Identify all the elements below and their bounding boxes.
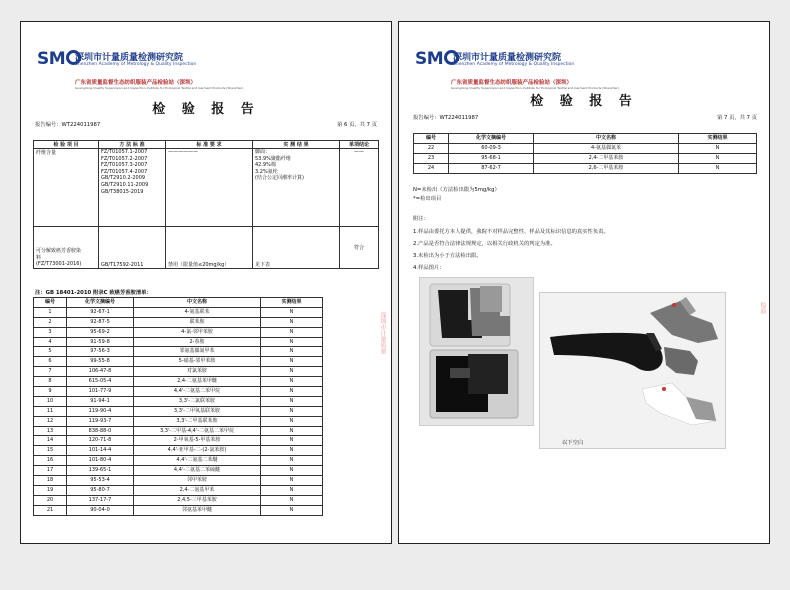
report-page-7	[398, 21, 770, 544]
result: N	[261, 307, 323, 317]
chemical-name: 4,4'-二氨基二苯甲烷	[134, 387, 261, 397]
table-row	[34, 456, 323, 466]
cas-number: 615-05-4	[67, 377, 134, 387]
smq-logo: SM 深圳市计量质量检测研究院 Shenzhen Academy of Metrology & Quality Inspection	[37, 49, 197, 69]
cas-number: 95-68-1	[449, 154, 534, 164]
chemical-name: 邻甲苯胺	[134, 476, 261, 486]
chemical-name: 4-氨基偶氮苯	[534, 144, 679, 154]
chemical-name: 联苯胺	[134, 317, 261, 327]
cas-number: 97-56-3	[67, 347, 134, 357]
row-number: 8	[34, 377, 67, 387]
chemical-name: 邻氨基偶氮甲苯	[134, 347, 261, 357]
row-number: 13	[34, 426, 67, 436]
chemical-name: 3,3'-二甲基联苯胺	[134, 416, 261, 426]
result: N	[261, 446, 323, 456]
result: N	[261, 476, 323, 486]
row-number: 24	[414, 164, 449, 174]
row-number: 22	[414, 144, 449, 154]
note-4: 4.样品图片：	[413, 265, 445, 271]
table-row	[414, 154, 757, 164]
table-header: 编号 化学文摘编号 中文名称 实测结果	[34, 298, 323, 308]
result: N	[261, 337, 323, 347]
cas-number: 119-93-7	[67, 416, 134, 426]
table-row	[34, 387, 323, 397]
cas-number: 91-94-1	[67, 396, 134, 406]
org-name: 深圳市计量质量检测研究院	[453, 53, 562, 63]
socks-image	[540, 293, 725, 448]
chemical-name: 4-氨基联苯	[134, 307, 261, 317]
table-row	[34, 495, 323, 505]
chemical-name: 2-萘胺	[134, 337, 261, 347]
row-number: 7	[34, 367, 67, 377]
result: N	[679, 144, 757, 154]
cas-number: 87-62-7	[449, 164, 534, 174]
chemical-name: 2,6-二甲基苯胺	[534, 164, 679, 174]
cas-number: 137-17-7	[67, 495, 134, 505]
row-number: 19	[34, 485, 67, 495]
table-row	[34, 347, 323, 357]
page-info: 第 6 页，共 7 页	[337, 122, 377, 128]
result: N	[261, 347, 323, 357]
amine-note: 注：GB 18401-2010 附录C 致癌芳香胺清单：	[35, 290, 152, 296]
chemical-name: 4-氯-邻甲苯胺	[134, 327, 261, 337]
result: N	[261, 436, 323, 446]
row-number: 9	[34, 387, 67, 397]
result: N	[261, 485, 323, 495]
cas-number: 101-14-4	[67, 446, 134, 456]
row-number: 12	[34, 416, 67, 426]
cas-number: 120-71-8	[67, 436, 134, 446]
chemical-name: 2,4-二甲基苯胺	[534, 154, 679, 164]
row-number: 15	[34, 446, 67, 456]
table-row	[34, 357, 323, 367]
row-number: 20	[34, 495, 67, 505]
result: N	[261, 426, 323, 436]
table-row	[34, 327, 323, 337]
row-number: 17	[34, 466, 67, 476]
cas-number: 95-80-7	[67, 485, 134, 495]
table-row	[34, 307, 323, 317]
test-table	[33, 140, 379, 269]
chemical-name: 3,3'-二甲氧基联苯胺	[134, 406, 261, 416]
result: N	[261, 456, 323, 466]
org-name: 深圳市计量质量检测研究院	[75, 53, 184, 63]
row-number: 10	[34, 396, 67, 406]
packaged-socks-image	[420, 278, 533, 425]
table-row	[34, 436, 323, 446]
chemical-name: 2-甲氧基-5-甲基苯胺	[134, 436, 261, 446]
row-number: 1	[34, 307, 67, 317]
cas-number: 91-59-8	[67, 337, 134, 347]
row-number: 2	[34, 317, 67, 327]
table-row	[34, 317, 323, 327]
table-row	[34, 396, 323, 406]
table-row	[34, 476, 323, 486]
report-number: 报告编号：WT224011987	[35, 122, 101, 128]
row-number: 21	[34, 505, 67, 515]
smq-logo: SM 深圳市计量质量检测研究院 Shenzhen Academy of Metrology & Quality Inspection	[415, 49, 575, 69]
amine-table	[33, 297, 323, 516]
sub-org-en: Guangdong Quality Supervision and Inspection Institute for Ecological Textile and Garment Products (Shenzhen)	[75, 86, 244, 90]
result: N	[679, 154, 757, 164]
table-row	[34, 337, 323, 347]
table-row	[34, 406, 323, 416]
chemical-name: 2,4-二氨基苯甲醚	[134, 377, 261, 387]
cas-number: 101-77-9	[67, 387, 134, 397]
notes-title: 附注：	[413, 216, 429, 222]
note-1: 1.样品由委托方本人提供，我院不对样品完整性、样品及其标识信息的真实性负责。	[413, 229, 609, 235]
cas-number: 95-69-2	[67, 327, 134, 337]
legend-detected: *=检出项目	[413, 196, 442, 202]
seal-stamp: 深圳市计量质量	[379, 312, 386, 354]
row-number: 5	[34, 347, 67, 357]
row-number: 14	[34, 436, 67, 446]
cas-number: 95-53-4	[67, 476, 134, 486]
row-number: 3	[34, 327, 67, 337]
result: N	[261, 327, 323, 337]
result: N	[261, 505, 323, 515]
table-row	[34, 446, 323, 456]
note-3: 3.未检出为小于方法检出限。	[413, 253, 482, 259]
result: N	[261, 357, 323, 367]
cas-number: 99-55-8	[67, 357, 134, 367]
cas-number: 60-09-3	[449, 144, 534, 154]
table-row	[34, 416, 323, 426]
end-marker: 以下空白	[562, 440, 584, 446]
org-name-en: Shenzhen Academy of Metrology & Quality Inspection	[453, 62, 575, 67]
cas-number: 106-47-8	[67, 367, 134, 377]
chemical-name: 4,4'-亚甲基-二-(2-氯苯胺)	[134, 446, 261, 456]
row-number: 16	[34, 456, 67, 466]
chemical-name: 2,4,5-三甲基苯胺	[134, 495, 261, 505]
cas-number: 838-88-0	[67, 426, 134, 436]
table-row	[34, 466, 323, 476]
sub-org: 广东省质量监督生态纺织服装产品检验站（深圳）	[451, 80, 573, 86]
sample-photo-socks	[539, 292, 726, 449]
cas-number: 92-87-5	[67, 317, 134, 327]
result: N	[261, 317, 323, 327]
row-number: 4	[34, 337, 67, 347]
result: N	[261, 466, 323, 476]
org-name-en: Shenzhen Academy of Metrology & Quality Inspection	[75, 62, 197, 67]
chemical-name: 3,3'-二氯联苯胺	[134, 396, 261, 406]
row-number: 18	[34, 476, 67, 486]
result: N	[261, 396, 323, 406]
table-header: 检 验 项 目 方 法 标 准 标 准 要 求 实 测 结 果 单项结论	[34, 141, 379, 149]
sub-org: 广东省质量监督生态纺织服装产品检验站（深圳）	[75, 80, 197, 86]
chemical-name: 4,4'-二氨基二苯硫醚	[134, 466, 261, 476]
cas-number: 119-90-4	[67, 406, 134, 416]
chemical-name: 2,4-二氨基甲苯	[134, 485, 261, 495]
sample-photo-packaged	[419, 277, 534, 426]
page-title: 检 验 报 告	[152, 102, 260, 117]
result: N	[261, 495, 323, 505]
table-row	[34, 485, 323, 495]
result: N	[261, 387, 323, 397]
table-row	[34, 377, 323, 387]
result: N	[679, 164, 757, 174]
row-number: 11	[34, 406, 67, 416]
table-row	[34, 505, 323, 515]
row-number: 23	[414, 154, 449, 164]
row-number: 6	[34, 357, 67, 367]
table-header: 编号 化学文摘编号 中文名称 实测结果	[414, 134, 757, 144]
result: N	[261, 406, 323, 416]
result: N	[261, 367, 323, 377]
chemical-name: 4,4'-二氨基二苯醚	[134, 456, 261, 466]
legend-nd: N=未检出（方法检出限为5mg/kg）	[413, 187, 500, 193]
table-row	[34, 367, 323, 377]
table-row: 纤维含量 FZ/T01057.1-2007 FZ/T01057.2-2007 FZ/T01057.3-2007 FZ/T01057.4-2007 GB/T2910.2-2009 GB/T2910.11-2009 GB/T38015-2019 —————— 脚面： 53.9%聚酯纤维 42.9%棉 3.2%氨纶 (结合公定回潮率计算) ——	[34, 149, 379, 227]
report-number: 报告编号：WT224011987	[413, 115, 479, 121]
table-row	[414, 164, 757, 174]
result: N	[261, 377, 323, 387]
amine-table	[413, 133, 757, 174]
cas-number: 139-65-1	[67, 466, 134, 476]
page-header	[21, 22, 391, 102]
chemical-name: 对氯苯胺	[134, 367, 261, 377]
note-2: 2.产品是否符合法律法规规定，以相关行政机关的判定为准。	[413, 241, 556, 247]
page-title: 检 验 报 告	[530, 94, 638, 109]
cas-number: 90-04-0	[67, 505, 134, 515]
page-info: 第 7 页，共 7 页	[717, 115, 757, 121]
table-row	[414, 144, 757, 154]
report-page-6	[20, 21, 392, 544]
table-row: 可分解致癌芳香胺染 料 (FZ/T73001-2016) GB/T17592-2011 禁用（限量值≤20mg/kg） 见下表 符合	[34, 227, 379, 269]
chemical-name: 3,3'-二甲基-4,4'-二氨基二苯甲烷	[134, 426, 261, 436]
cas-number: 101-80-4	[67, 456, 134, 466]
seal-stamp: 检验	[759, 302, 766, 314]
result: N	[261, 416, 323, 426]
table-row	[34, 426, 323, 436]
chemical-name: 邻氨基苯甲醚	[134, 505, 261, 515]
sub-org-en: Guangdong Quality Supervision and Inspection Institute for Ecological Textile and Garment Products (Shenzhen)	[451, 86, 620, 90]
chemical-name: 5-硝基-邻甲苯胺	[134, 357, 261, 367]
cas-number: 92-67-1	[67, 307, 134, 317]
